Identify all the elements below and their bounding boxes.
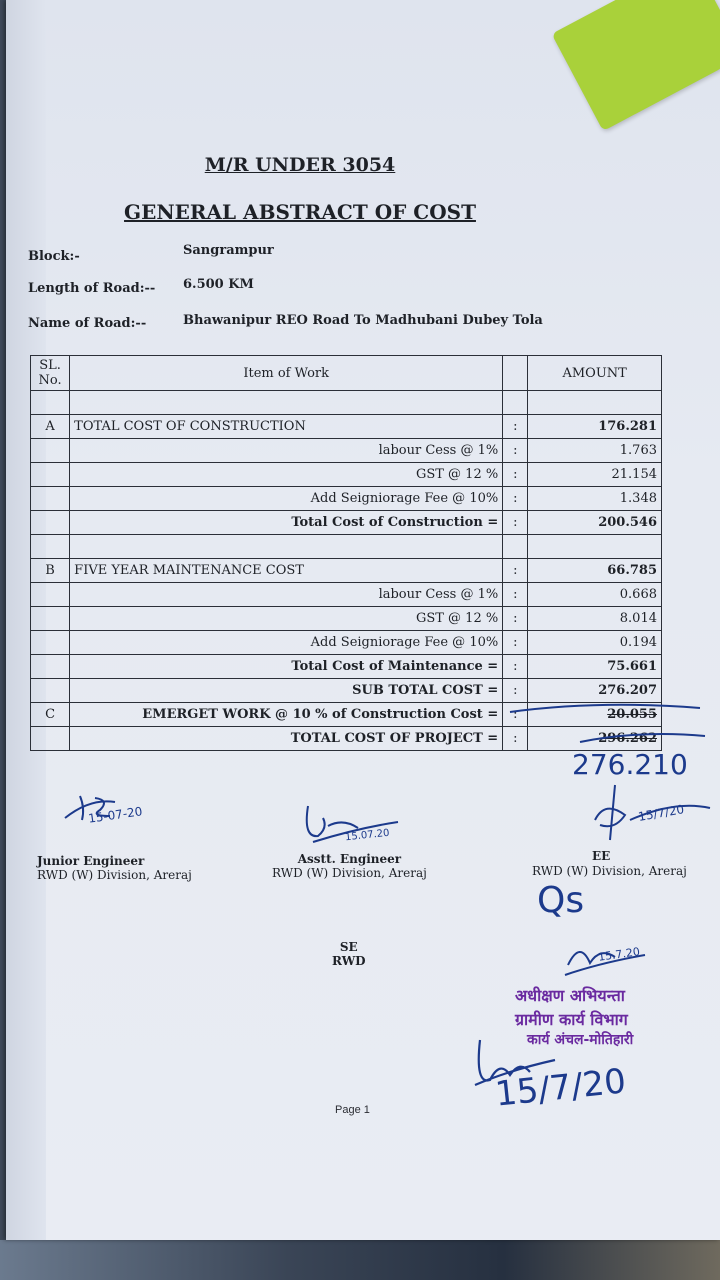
stamp-line-1: अधीक्षण अभियन्ता — [515, 986, 625, 1005]
row-sl — [31, 439, 70, 463]
se-initials: Qs — [537, 880, 585, 921]
table-row — [31, 535, 662, 559]
ae-date: 15.07.20 — [344, 827, 390, 844]
row-item: labour Cess @ 1% — [70, 583, 503, 607]
row-colon: : — [503, 703, 528, 727]
document-subtitle: GENERAL ABSTRACT OF COST — [124, 200, 476, 224]
row-amount: 1.763 — [528, 439, 662, 463]
ee-title — [592, 849, 610, 863]
ee-title-text: EE — [592, 849, 611, 863]
row-sl: A — [31, 415, 70, 439]
length-value: 6.500 KM — [183, 277, 254, 292]
row-amount — [528, 391, 662, 415]
table-row — [31, 679, 662, 703]
table-row — [31, 607, 662, 631]
row-sl — [31, 727, 70, 751]
je-title: Junior Engineer — [37, 854, 145, 868]
row-item: Add Seigniorage Fee @ 10% — [70, 631, 503, 655]
se-date: 15.7.20 — [597, 945, 641, 964]
ae-block — [272, 852, 427, 880]
colon-header — [503, 356, 528, 391]
block-label: Block:- — [28, 249, 80, 264]
row-sl: B — [31, 559, 70, 583]
row-sl — [31, 487, 70, 511]
row-sl — [31, 607, 70, 631]
background-surface — [0, 1240, 720, 1280]
row-item: GST @ 12 % — [70, 607, 503, 631]
row-amount: 75.661 — [528, 655, 662, 679]
stamp-line-2: ग्रामीण कार्य विभाग — [515, 1010, 628, 1029]
amount-header: AMOUNT — [528, 356, 662, 391]
row-colon: : — [503, 463, 528, 487]
row-amount: 8.014 — [528, 607, 662, 631]
row-colon: : — [503, 415, 528, 439]
row-item: GST @ 12 % — [70, 463, 503, 487]
row-colon: : — [503, 727, 528, 751]
row-amount: 176.281 — [528, 415, 662, 439]
row-amount: 0.668 — [528, 583, 662, 607]
item-header: Item of Work — [70, 356, 503, 391]
row-item: EMERGET WORK @ 10 % of Construction Cost = — [70, 703, 503, 727]
row-amount: 200.546 — [528, 511, 662, 535]
table-row — [31, 487, 662, 511]
row-item: FIVE YEAR MAINTENANCE COST — [70, 559, 503, 583]
page-number: Page 1 — [335, 1104, 370, 1116]
ee-office: RWD (W) Division, Areraj — [532, 864, 687, 878]
row-amount: 20.055 — [528, 703, 662, 727]
row-sl — [31, 655, 70, 679]
row-colon: : — [503, 607, 528, 631]
row-sl — [31, 679, 70, 703]
row-sl — [31, 631, 70, 655]
je-date: 15-07-20 — [87, 804, 144, 826]
table-header-row — [31, 356, 662, 391]
row-colon: : — [503, 679, 528, 703]
abstract-table — [30, 355, 662, 751]
table-row — [31, 631, 662, 655]
row-sl — [31, 535, 70, 559]
stamp-line-3: कार्य अंचल-मोतिहारी — [527, 1032, 634, 1048]
row-item — [70, 391, 503, 415]
row-colon: : — [503, 559, 528, 583]
row-sl — [31, 583, 70, 607]
table-row — [31, 583, 662, 607]
length-label: Length of Road:-- — [28, 281, 156, 296]
sl-header: SL. No. — [31, 356, 70, 391]
road-name-label: Name of Road:-- — [28, 316, 147, 331]
se-office: RWD — [332, 954, 366, 968]
row-amount: 66.785 — [528, 559, 662, 583]
row-colon: : — [503, 511, 528, 535]
row-amount: 21.154 — [528, 463, 662, 487]
row-amount — [528, 535, 662, 559]
table-row — [31, 391, 662, 415]
table-row — [31, 655, 662, 679]
table-row — [31, 439, 662, 463]
ee-date: 15/7/20 — [637, 802, 686, 824]
final-date: 15/7/20 — [493, 1061, 628, 1115]
row-amount: 1.348 — [528, 487, 662, 511]
row-item: Total Cost of Maintenance = — [70, 655, 503, 679]
row-sl — [31, 391, 70, 415]
row-item: Total Cost of Construction = — [70, 511, 503, 535]
table-row — [31, 511, 662, 535]
row-item: SUB TOTAL COST = — [70, 679, 503, 703]
row-sl: C — [31, 703, 70, 727]
row-amount: 0.194 — [528, 631, 662, 655]
row-item: labour Cess @ 1% — [70, 439, 503, 463]
document-title: M/R UNDER 3054 — [204, 154, 396, 176]
row-item: TOTAL COST OF PROJECT = — [70, 727, 503, 751]
je-office: RWD (W) Division, Areraj — [37, 868, 192, 882]
table-row — [31, 559, 662, 583]
row-colon: : — [503, 487, 528, 511]
row-colon: : — [503, 439, 528, 463]
se-title: SE — [339, 940, 358, 954]
se-block — [332, 940, 366, 968]
row-amount: 276.207 — [528, 679, 662, 703]
row-colon: : — [503, 655, 528, 679]
je-block — [37, 854, 192, 882]
table-row — [31, 415, 662, 439]
block-value: Sangrampur — [183, 243, 274, 258]
ae-office: RWD (W) Division, Areraj — [272, 866, 427, 880]
row-item: Add Seigniorage Fee @ 10% — [70, 487, 503, 511]
table-row — [31, 463, 662, 487]
row-item: TOTAL COST OF CONSTRUCTION — [70, 415, 503, 439]
row-item — [70, 535, 503, 559]
ae-title: Asstt. Engineer — [297, 852, 402, 866]
row-colon: : — [503, 583, 528, 607]
row-sl — [31, 463, 70, 487]
road-name-value: Bhawanipur REO Road To Madhubani Dubey Tola — [183, 313, 543, 328]
row-amount: 296.262 — [528, 727, 662, 751]
row-sl — [31, 511, 70, 535]
row-colon — [503, 391, 528, 415]
handwritten-corrected-total: 276.210 — [572, 748, 688, 781]
row-colon — [503, 535, 528, 559]
strike-mark — [500, 700, 710, 750]
row-colon: : — [503, 631, 528, 655]
